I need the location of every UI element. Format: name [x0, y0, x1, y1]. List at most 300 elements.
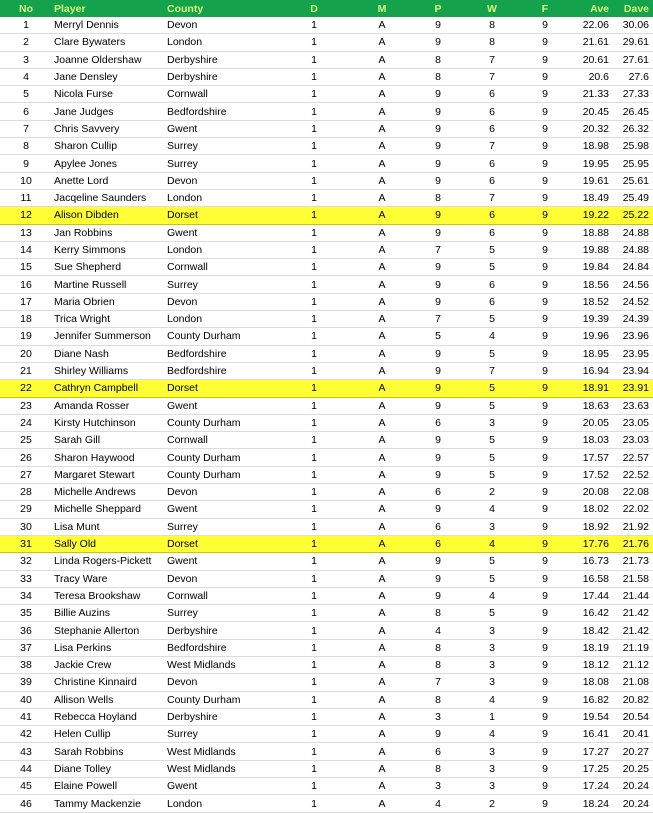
cell-dave: 24.52 [613, 293, 653, 310]
cell-player: Amanda Rosser [52, 397, 165, 414]
cell-d: 1 [275, 68, 353, 85]
cell-no: 4 [0, 68, 52, 85]
table-row[interactable] [0, 86, 653, 103]
cell-w: 5 [465, 605, 519, 622]
table-row[interactable] [0, 605, 653, 622]
cell-m: A [353, 259, 411, 276]
cell-m: A [353, 397, 411, 414]
cell-player: Linda Rogers-Pickett [52, 553, 165, 570]
header-row [0, 0, 653, 17]
cell-player: Sarah Gill [52, 432, 165, 449]
cell-p: 9 [411, 138, 465, 155]
cell-player: Merryl Dennis [52, 17, 165, 34]
cell-ave: 16.73 [571, 553, 613, 570]
cell-p: 9 [411, 34, 465, 51]
cell-dave: 21.12 [613, 656, 653, 673]
cell-county: London [165, 795, 275, 812]
cell-p: 9 [411, 362, 465, 379]
cell-f: 9 [519, 622, 571, 639]
cell-ave: 16.58 [571, 570, 613, 587]
cell-dave: 23.95 [613, 345, 653, 362]
cell-f: 9 [519, 293, 571, 310]
table-row[interactable] [0, 466, 653, 483]
table-row[interactable] [0, 138, 653, 155]
cell-player: Margaret Stewart [52, 466, 165, 483]
cell-no: 20 [0, 345, 52, 362]
cell-player: Michelle Andrews [52, 484, 165, 501]
cell-no: 3 [0, 51, 52, 68]
cell-county: West Midlands [165, 743, 275, 760]
cell-county: Derbyshire [165, 708, 275, 725]
table-row[interactable] [0, 656, 653, 673]
cell-m: A [353, 17, 411, 34]
cell-county: Dorset [165, 380, 275, 397]
cell-dave: 21.58 [613, 570, 653, 587]
cell-no: 22 [0, 380, 52, 397]
cell-ave: 18.95 [571, 345, 613, 362]
cell-f: 9 [519, 778, 571, 795]
cell-d: 1 [275, 103, 353, 120]
cell-player: Elaine Powell [52, 778, 165, 795]
cell-ave: 17.24 [571, 778, 613, 795]
cell-d: 1 [275, 778, 353, 795]
cell-f: 9 [519, 760, 571, 777]
cell-p: 5 [411, 328, 465, 345]
cell-ave: 19.88 [571, 241, 613, 258]
table-row[interactable] [0, 587, 653, 604]
table-row[interactable] [0, 68, 653, 85]
cell-dave: 25.95 [613, 155, 653, 172]
table-row[interactable] [0, 674, 653, 691]
cell-ave: 17.27 [571, 743, 613, 760]
cell-ave: 20.6 [571, 68, 613, 85]
cell-no: 17 [0, 293, 52, 310]
cell-no: 14 [0, 241, 52, 258]
cell-f: 9 [519, 570, 571, 587]
cell-m: A [353, 466, 411, 483]
cell-dave: 20.25 [613, 760, 653, 777]
cell-dave: 20.27 [613, 743, 653, 760]
cell-p: 8 [411, 605, 465, 622]
cell-county: Devon [165, 484, 275, 501]
table-row[interactable] [0, 518, 653, 535]
table-row[interactable] [0, 17, 653, 34]
cell-county: London [165, 34, 275, 51]
cell-m: A [353, 51, 411, 68]
cell-m: A [353, 795, 411, 812]
cell-f: 9 [519, 587, 571, 604]
cell-p: 8 [411, 189, 465, 206]
cell-ave: 22.06 [571, 17, 613, 34]
cell-ave: 17.44 [571, 587, 613, 604]
header-p[interactable]: P [434, 2, 442, 15]
cell-dave: 24.56 [613, 276, 653, 293]
cell-d: 1 [275, 259, 353, 276]
table-row[interactable] [0, 224, 653, 241]
table-row[interactable] [0, 103, 653, 120]
cell-w: 3 [465, 778, 519, 795]
cell-d: 1 [275, 51, 353, 68]
cell-w: 6 [465, 172, 519, 189]
cell-w: 5 [465, 570, 519, 587]
cell-f: 9 [519, 795, 571, 812]
table-row[interactable] [0, 51, 653, 68]
cell-p: 8 [411, 691, 465, 708]
cell-dave: 23.94 [613, 362, 653, 379]
cell-w: 5 [465, 553, 519, 570]
cell-dave: 21.42 [613, 622, 653, 639]
cell-m: A [353, 708, 411, 725]
cell-ave: 18.12 [571, 656, 613, 673]
cell-no: 15 [0, 259, 52, 276]
cell-player: Teresa Brookshaw [52, 587, 165, 604]
table-row[interactable] [0, 328, 653, 345]
cell-player: Cathryn Campbell [52, 380, 165, 397]
table-row[interactable] [0, 535, 653, 552]
cell-p: 9 [411, 17, 465, 34]
table-row[interactable] [0, 726, 653, 743]
cell-no: 6 [0, 103, 52, 120]
table-row[interactable] [0, 311, 653, 328]
cell-m: A [353, 535, 411, 552]
cell-ave: 18.49 [571, 189, 613, 206]
cell-p: 3 [411, 708, 465, 725]
cell-county: West Midlands [165, 656, 275, 673]
cell-dave: 24.39 [613, 311, 653, 328]
cell-dave: 21.73 [613, 553, 653, 570]
cell-dave: 23.05 [613, 414, 653, 431]
cell-ave: 19.95 [571, 155, 613, 172]
table-row[interactable] [0, 414, 653, 431]
table-row[interactable] [0, 622, 653, 639]
cell-player: Anette Lord [52, 172, 165, 189]
header-d[interactable]: D [310, 2, 318, 15]
cell-f: 9 [519, 138, 571, 155]
cell-no: 40 [0, 691, 52, 708]
cell-f: 9 [519, 86, 571, 103]
cell-dave: 26.32 [613, 120, 653, 137]
cell-p: 4 [411, 622, 465, 639]
table-row[interactable] [0, 276, 653, 293]
table-row[interactable] [0, 34, 653, 51]
cell-no: 12 [0, 207, 52, 224]
cell-player: Clare Bywaters [52, 34, 165, 51]
cell-d: 1 [275, 795, 353, 812]
cell-p: 6 [411, 484, 465, 501]
cell-p: 9 [411, 587, 465, 604]
cell-d: 1 [275, 622, 353, 639]
cell-player: Trica Wright [52, 311, 165, 328]
table-row[interactable] [0, 172, 653, 189]
cell-d: 1 [275, 86, 353, 103]
cell-dave: 21.08 [613, 674, 653, 691]
cell-dave: 25.49 [613, 189, 653, 206]
cell-dave: 20.54 [613, 708, 653, 725]
cell-p: 9 [411, 345, 465, 362]
cell-w: 3 [465, 518, 519, 535]
cell-m: A [353, 605, 411, 622]
cell-dave: 20.24 [613, 778, 653, 795]
table-row[interactable] [0, 760, 653, 777]
cell-county: Bedfordshire [165, 639, 275, 656]
cell-ave: 18.88 [571, 224, 613, 241]
cell-m: A [353, 726, 411, 743]
cell-p: 9 [411, 501, 465, 518]
table-row[interactable] [0, 345, 653, 362]
header-no[interactable]: No [19, 2, 33, 15]
cell-d: 1 [275, 518, 353, 535]
cell-p: 9 [411, 380, 465, 397]
cell-county: Gwent [165, 397, 275, 414]
cell-no: 30 [0, 518, 52, 535]
cell-no: 31 [0, 535, 52, 552]
cell-d: 1 [275, 432, 353, 449]
cell-dave: 22.57 [613, 449, 653, 466]
cell-county: County Durham [165, 414, 275, 431]
cell-d: 1 [275, 276, 353, 293]
cell-no: 16 [0, 276, 52, 293]
cell-no: 10 [0, 172, 52, 189]
cell-ave: 19.96 [571, 328, 613, 345]
cell-no: 39 [0, 674, 52, 691]
cell-p: 9 [411, 276, 465, 293]
cell-m: A [353, 587, 411, 604]
cell-player: Nicola Furse [52, 86, 165, 103]
cell-f: 9 [519, 241, 571, 258]
table-row[interactable] [0, 120, 653, 137]
table-row[interactable] [0, 207, 653, 224]
cell-d: 1 [275, 501, 353, 518]
cell-p: 9 [411, 466, 465, 483]
cell-m: A [353, 380, 411, 397]
cell-no: 5 [0, 86, 52, 103]
cell-d: 1 [275, 449, 353, 466]
cell-p: 9 [411, 86, 465, 103]
cell-f: 9 [519, 345, 571, 362]
header-player[interactable]: Player [54, 2, 86, 15]
cell-m: A [353, 103, 411, 120]
cell-w: 7 [465, 189, 519, 206]
cell-player: Tracy Ware [52, 570, 165, 587]
table-row[interactable] [0, 484, 653, 501]
table-row[interactable] [0, 449, 653, 466]
cell-d: 1 [275, 484, 353, 501]
cell-player: Maria Obrien [52, 293, 165, 310]
table-row[interactable] [0, 501, 653, 518]
cell-p: 8 [411, 68, 465, 85]
cell-player: Martine Russell [52, 276, 165, 293]
cell-w: 5 [465, 259, 519, 276]
cell-ave: 18.52 [571, 293, 613, 310]
table-row[interactable] [0, 795, 653, 812]
cell-d: 1 [275, 587, 353, 604]
cell-player: Kirsty Hutchinson [52, 414, 165, 431]
cell-w: 7 [465, 138, 519, 155]
table-row[interactable] [0, 189, 653, 206]
cell-player: Sharon Haywood [52, 449, 165, 466]
cell-p: 9 [411, 259, 465, 276]
cell-w: 3 [465, 760, 519, 777]
cell-w: 5 [465, 397, 519, 414]
cell-p: 6 [411, 518, 465, 535]
cell-dave: 21.44 [613, 587, 653, 604]
cell-m: A [353, 778, 411, 795]
cell-dave: 30.06 [613, 17, 653, 34]
cell-w: 8 [465, 17, 519, 34]
cell-player: Lisa Perkins [52, 639, 165, 656]
cell-p: 9 [411, 103, 465, 120]
table-row[interactable] [0, 432, 653, 449]
cell-player: Diane Nash [52, 345, 165, 362]
table-row[interactable] [0, 259, 653, 276]
cell-d: 1 [275, 535, 353, 552]
cell-f: 9 [519, 743, 571, 760]
cell-ave: 20.32 [571, 120, 613, 137]
cell-player: Lisa Munt [52, 518, 165, 535]
cell-ave: 21.61 [571, 34, 613, 51]
cell-m: A [353, 656, 411, 673]
cell-county: Gwent [165, 501, 275, 518]
cell-ave: 19.54 [571, 708, 613, 725]
cell-county: Dorset [165, 207, 275, 224]
cell-p: 7 [411, 674, 465, 691]
cell-m: A [353, 484, 411, 501]
table-row[interactable] [0, 553, 653, 570]
table-row[interactable] [0, 293, 653, 310]
cell-m: A [353, 691, 411, 708]
cell-f: 9 [519, 535, 571, 552]
cell-dave: 20.41 [613, 726, 653, 743]
cell-w: 3 [465, 622, 519, 639]
cell-player: Kerry Simmons [52, 241, 165, 258]
cell-d: 1 [275, 570, 353, 587]
cell-no: 2 [0, 34, 52, 51]
cell-ave: 18.98 [571, 138, 613, 155]
cell-ave: 19.61 [571, 172, 613, 189]
cell-m: A [353, 622, 411, 639]
cell-d: 1 [275, 639, 353, 656]
cell-d: 1 [275, 605, 353, 622]
cell-d: 1 [275, 691, 353, 708]
cell-county: County Durham [165, 691, 275, 708]
cell-dave: 29.61 [613, 34, 653, 51]
header-dave[interactable]: Dave [623, 2, 649, 15]
cell-f: 9 [519, 362, 571, 379]
cell-player: Billie Auzins [52, 605, 165, 622]
cell-county: Gwent [165, 120, 275, 137]
cell-player: Chris Savvery [52, 120, 165, 137]
cell-county: Cornwall [165, 587, 275, 604]
cell-no: 26 [0, 449, 52, 466]
cell-p: 9 [411, 726, 465, 743]
cell-f: 9 [519, 155, 571, 172]
cell-w: 6 [465, 86, 519, 103]
cell-no: 24 [0, 414, 52, 431]
cell-player: Sharon Cullip [52, 138, 165, 155]
cell-d: 1 [275, 345, 353, 362]
cell-m: A [353, 293, 411, 310]
table-row[interactable] [0, 778, 653, 795]
table-row[interactable] [0, 570, 653, 587]
table-row[interactable] [0, 241, 653, 258]
cell-p: 9 [411, 432, 465, 449]
cell-county: Devon [165, 293, 275, 310]
header-f[interactable]: F [541, 2, 549, 15]
table-row[interactable] [0, 639, 653, 656]
cell-d: 1 [275, 34, 353, 51]
cell-d: 1 [275, 224, 353, 241]
cell-p: 8 [411, 760, 465, 777]
cell-no: 41 [0, 708, 52, 725]
cell-d: 1 [275, 172, 353, 189]
table-row[interactable] [0, 743, 653, 760]
cell-county: Devon [165, 172, 275, 189]
cell-p: 6 [411, 743, 465, 760]
cell-d: 1 [275, 380, 353, 397]
cell-m: A [353, 570, 411, 587]
header-county[interactable]: County [167, 2, 204, 15]
table-row[interactable] [0, 362, 653, 379]
cell-f: 9 [519, 484, 571, 501]
cell-ave: 16.42 [571, 605, 613, 622]
cell-d: 1 [275, 397, 353, 414]
cell-p: 9 [411, 155, 465, 172]
cell-county: Gwent [165, 553, 275, 570]
cell-no: 25 [0, 432, 52, 449]
header-w[interactable]: W [487, 2, 497, 15]
cell-ave: 18.02 [571, 501, 613, 518]
cell-p: 6 [411, 535, 465, 552]
table-row[interactable] [0, 155, 653, 172]
cell-p: 8 [411, 656, 465, 673]
cell-county: Derbyshire [165, 68, 275, 85]
cell-p: 4 [411, 795, 465, 812]
cell-w: 5 [465, 311, 519, 328]
cell-f: 9 [519, 605, 571, 622]
cell-d: 1 [275, 760, 353, 777]
cell-m: A [353, 432, 411, 449]
cell-county: Gwent [165, 778, 275, 795]
cell-w: 4 [465, 726, 519, 743]
cell-ave: 18.63 [571, 397, 613, 414]
cell-dave: 21.19 [613, 639, 653, 656]
table-row[interactable] [0, 708, 653, 725]
header-m[interactable]: M [377, 2, 387, 15]
cell-player: Christine Kinnaird [52, 674, 165, 691]
table-row[interactable] [0, 397, 653, 414]
cell-w: 7 [465, 68, 519, 85]
cell-ave: 17.57 [571, 449, 613, 466]
cell-d: 1 [275, 674, 353, 691]
cell-w: 1 [465, 708, 519, 725]
cell-dave: 23.03 [613, 432, 653, 449]
cell-no: 32 [0, 553, 52, 570]
cell-w: 4 [465, 691, 519, 708]
cell-f: 9 [519, 414, 571, 431]
cell-dave: 24.84 [613, 259, 653, 276]
header-ave[interactable]: Ave [590, 2, 609, 15]
table-row[interactable] [0, 691, 653, 708]
cell-county: Surrey [165, 155, 275, 172]
cell-m: A [353, 449, 411, 466]
cell-player: Tammy Mackenzie [52, 795, 165, 812]
table-row[interactable] [0, 380, 653, 397]
cell-w: 6 [465, 293, 519, 310]
cell-dave: 27.33 [613, 86, 653, 103]
cell-county: Bedfordshire [165, 345, 275, 362]
cell-ave: 18.19 [571, 639, 613, 656]
cell-p: 9 [411, 207, 465, 224]
